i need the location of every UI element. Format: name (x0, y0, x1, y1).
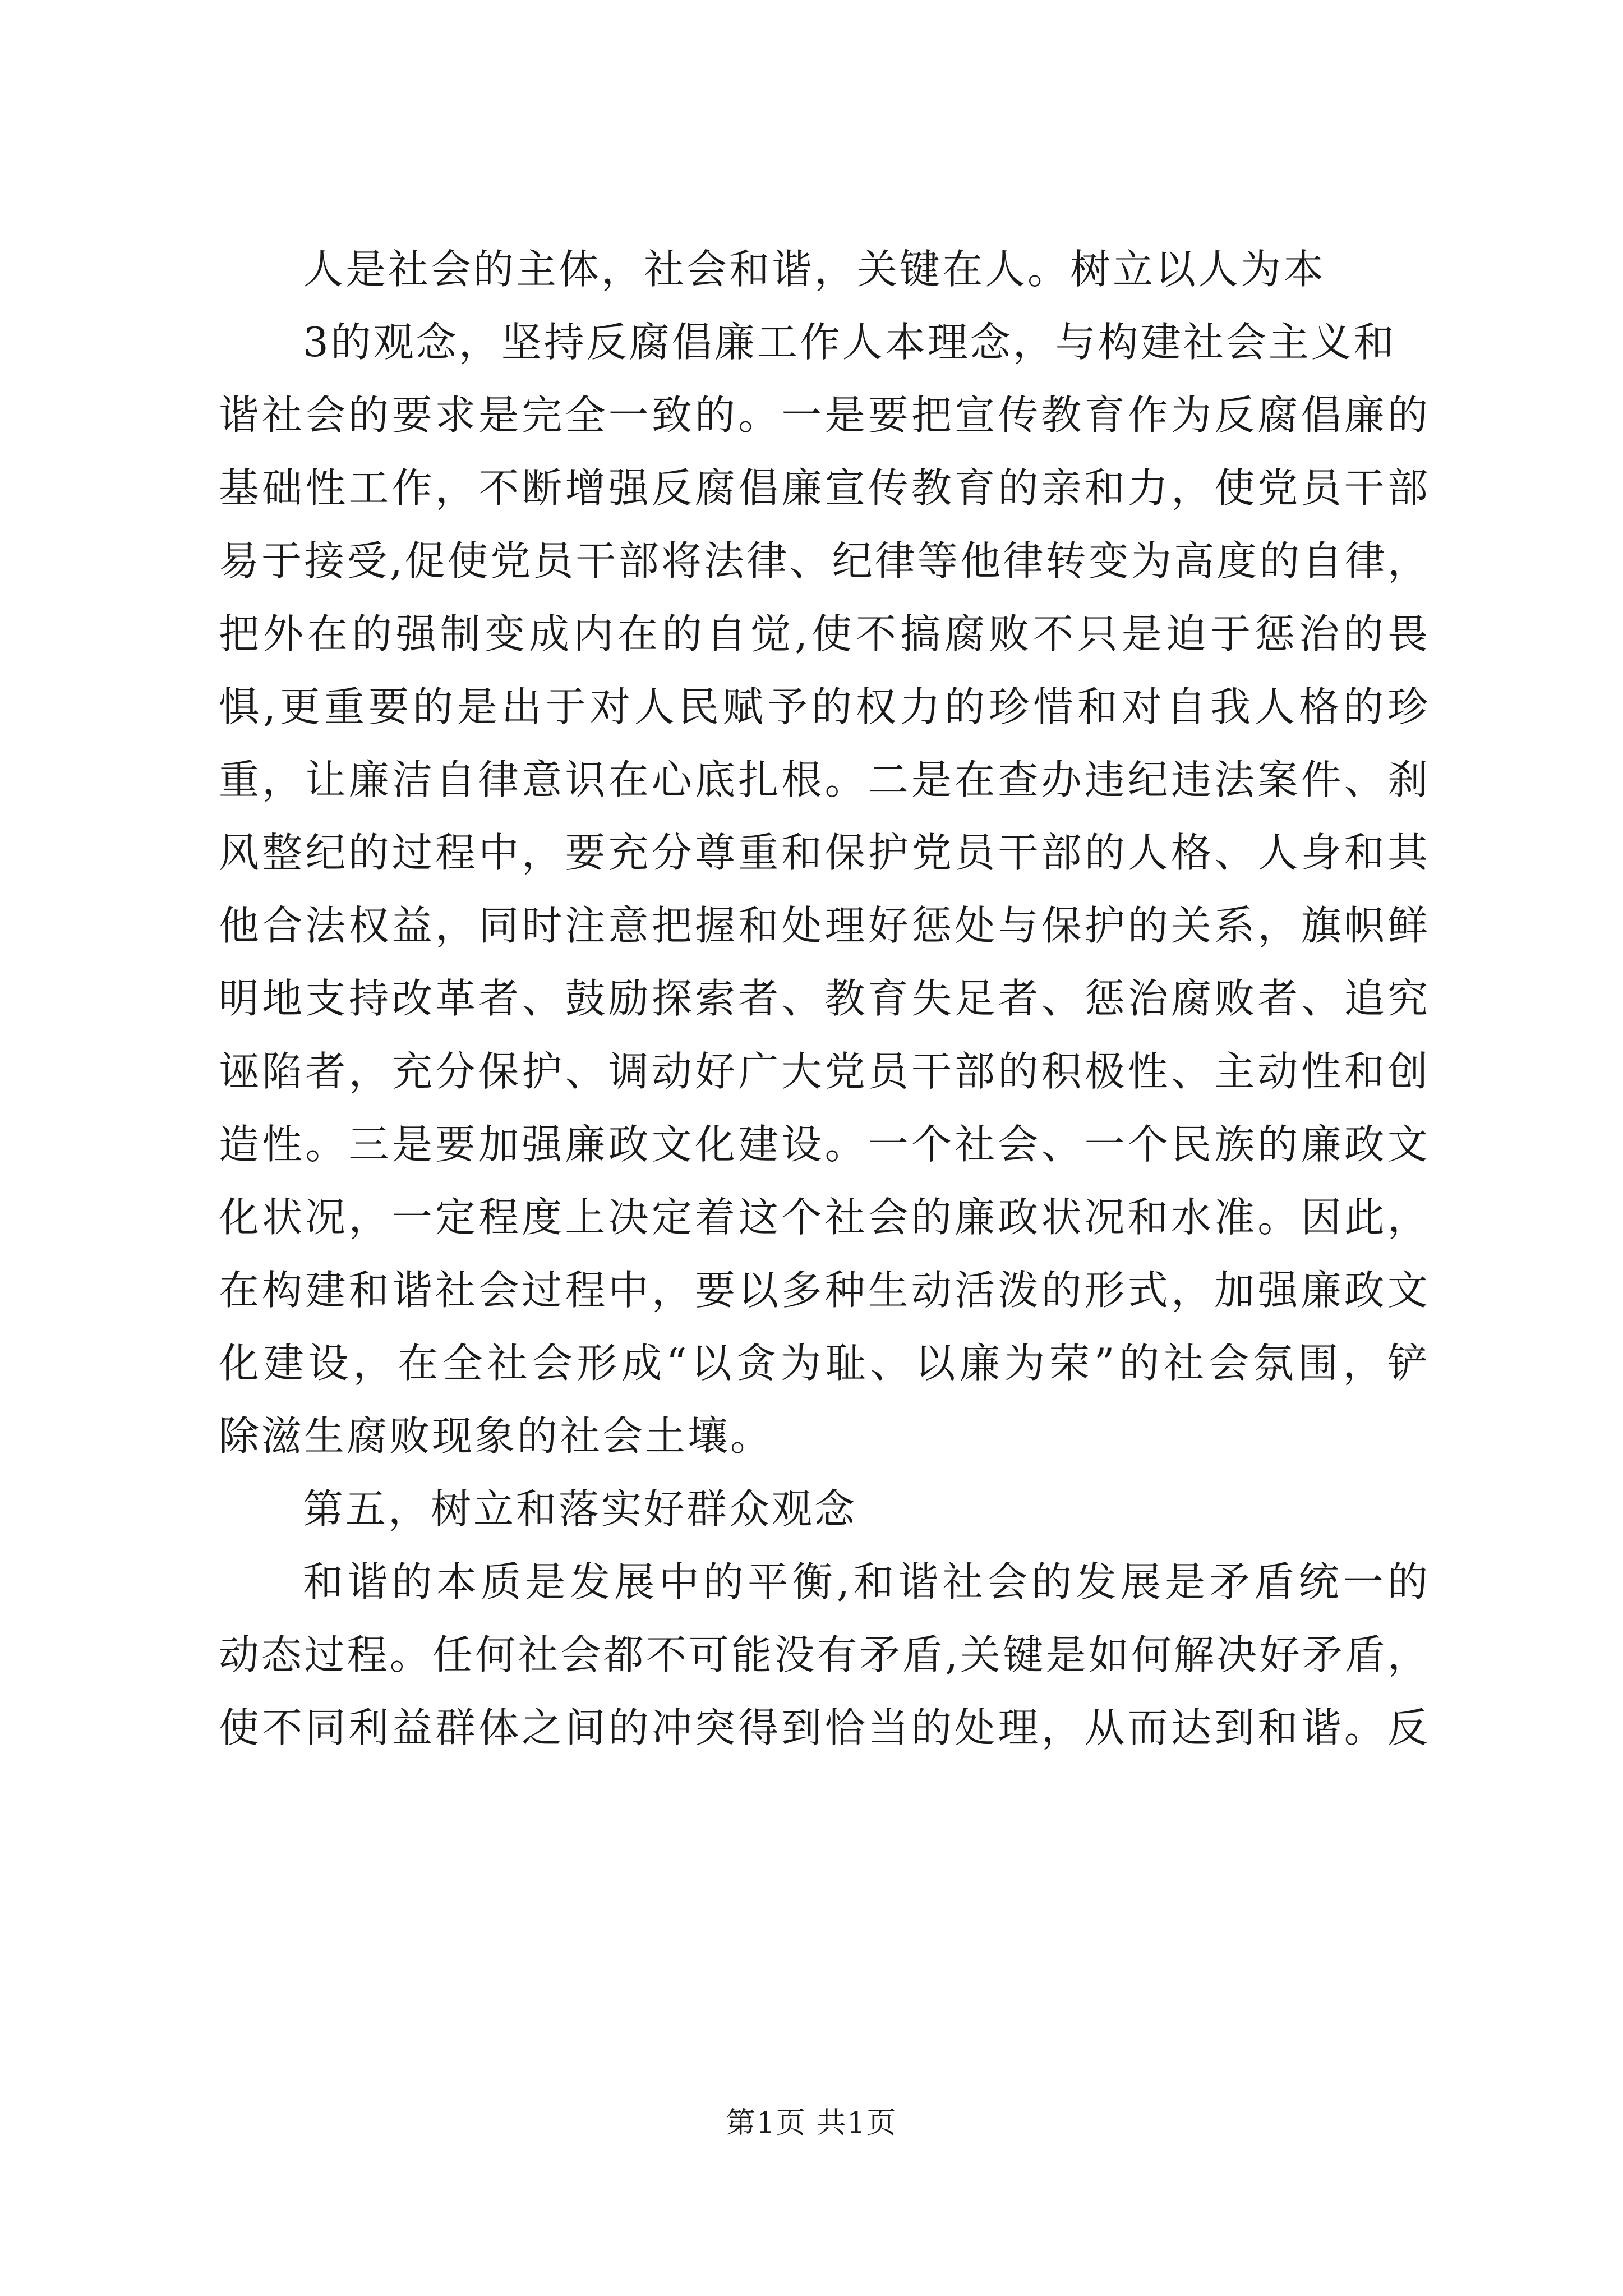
paragraph-line-2: 3的观念，坚持反腐倡廉工作人本理念，与构建社会主义和 (303, 319, 1396, 366)
paragraph-line-15: 在构建和谐社会过程中，要以多种生动活泼的形式，加强廉政文 (219, 1267, 1430, 1314)
paragraph-line-17: 除滋生腐败现象的社会土壤。 (219, 1412, 773, 1460)
paragraph-line-13: 造性。三是要加强廉政文化建设。一个社会、一个民族的廉政文 (219, 1121, 1430, 1168)
paragraph-line-16: 化建设，在全社会形成“以贪为耻、以廉为荣”的社会氛围，铲 (219, 1340, 1430, 1387)
section-heading: 第五，树立和落实好群众观念 (303, 1485, 857, 1533)
paragraph-line-10: 他合法权益，同时注意把握和处理好惩处与保护的关系，旗帜鲜 (219, 902, 1430, 949)
paragraph-line-21: 使不同利益群体之间的冲突得到恰当的处理，从而达到和谐。反 (219, 1704, 1430, 1751)
paragraph-line-6: 把外在的强制变成内在的自觉,使不搞腐败不只是迫于惩治的畏 (219, 610, 1430, 657)
page-number-footer: 第1页 共1页 (726, 2106, 897, 2140)
paragraph-line-11: 明地支持改革者、鼓励探索者、教育失足者、惩治腐败者、追究 (219, 975, 1430, 1022)
paragraph-line-4: 基础性工作，不断增强反腐倡廉宣传教育的亲和力，使党员干部 (219, 464, 1430, 512)
paragraph-line-14: 化状况，一定程度上决定着这个社会的廉政状况和水准。因此， (219, 1194, 1430, 1241)
paragraph-line-12: 诬陷者，充分保护、调动好广大党员干部的积极性、主动性和创 (219, 1048, 1430, 1095)
paragraph-line-8: 重，让廉洁自律意识在心底扎根。二是在查办违纪违法案件、刹 (219, 756, 1430, 803)
paragraph-line-19: 和谐的本质是发展中的平衡,和谐社会的发展是矛盾统一的 (303, 1558, 1430, 1605)
paragraph-line-7: 惧,更重要的是出于对人民赋予的权力的珍惜和对自我人格的珍 (219, 683, 1430, 730)
paragraph-line-9: 风整纪的过程中，要充分尊重和保护党员干部的人格、人身和其 (219, 829, 1430, 876)
paragraph-line-20: 动态过程。任何社会都不可能没有矛盾,关键是如何解决好矛盾， (219, 1631, 1430, 1678)
paragraph-line-3: 谐社会的要求是完全一致的。一是要把宣传教育作为反腐倡廉的 (219, 392, 1430, 439)
paragraph-line-1: 人是社会的主体，社会和谐，关键在人。树立以人为本 (303, 246, 1326, 293)
paragraph-line-5: 易于接受,促使党员干部将法律、纪律等他律转变为高度的自律， (219, 537, 1430, 585)
